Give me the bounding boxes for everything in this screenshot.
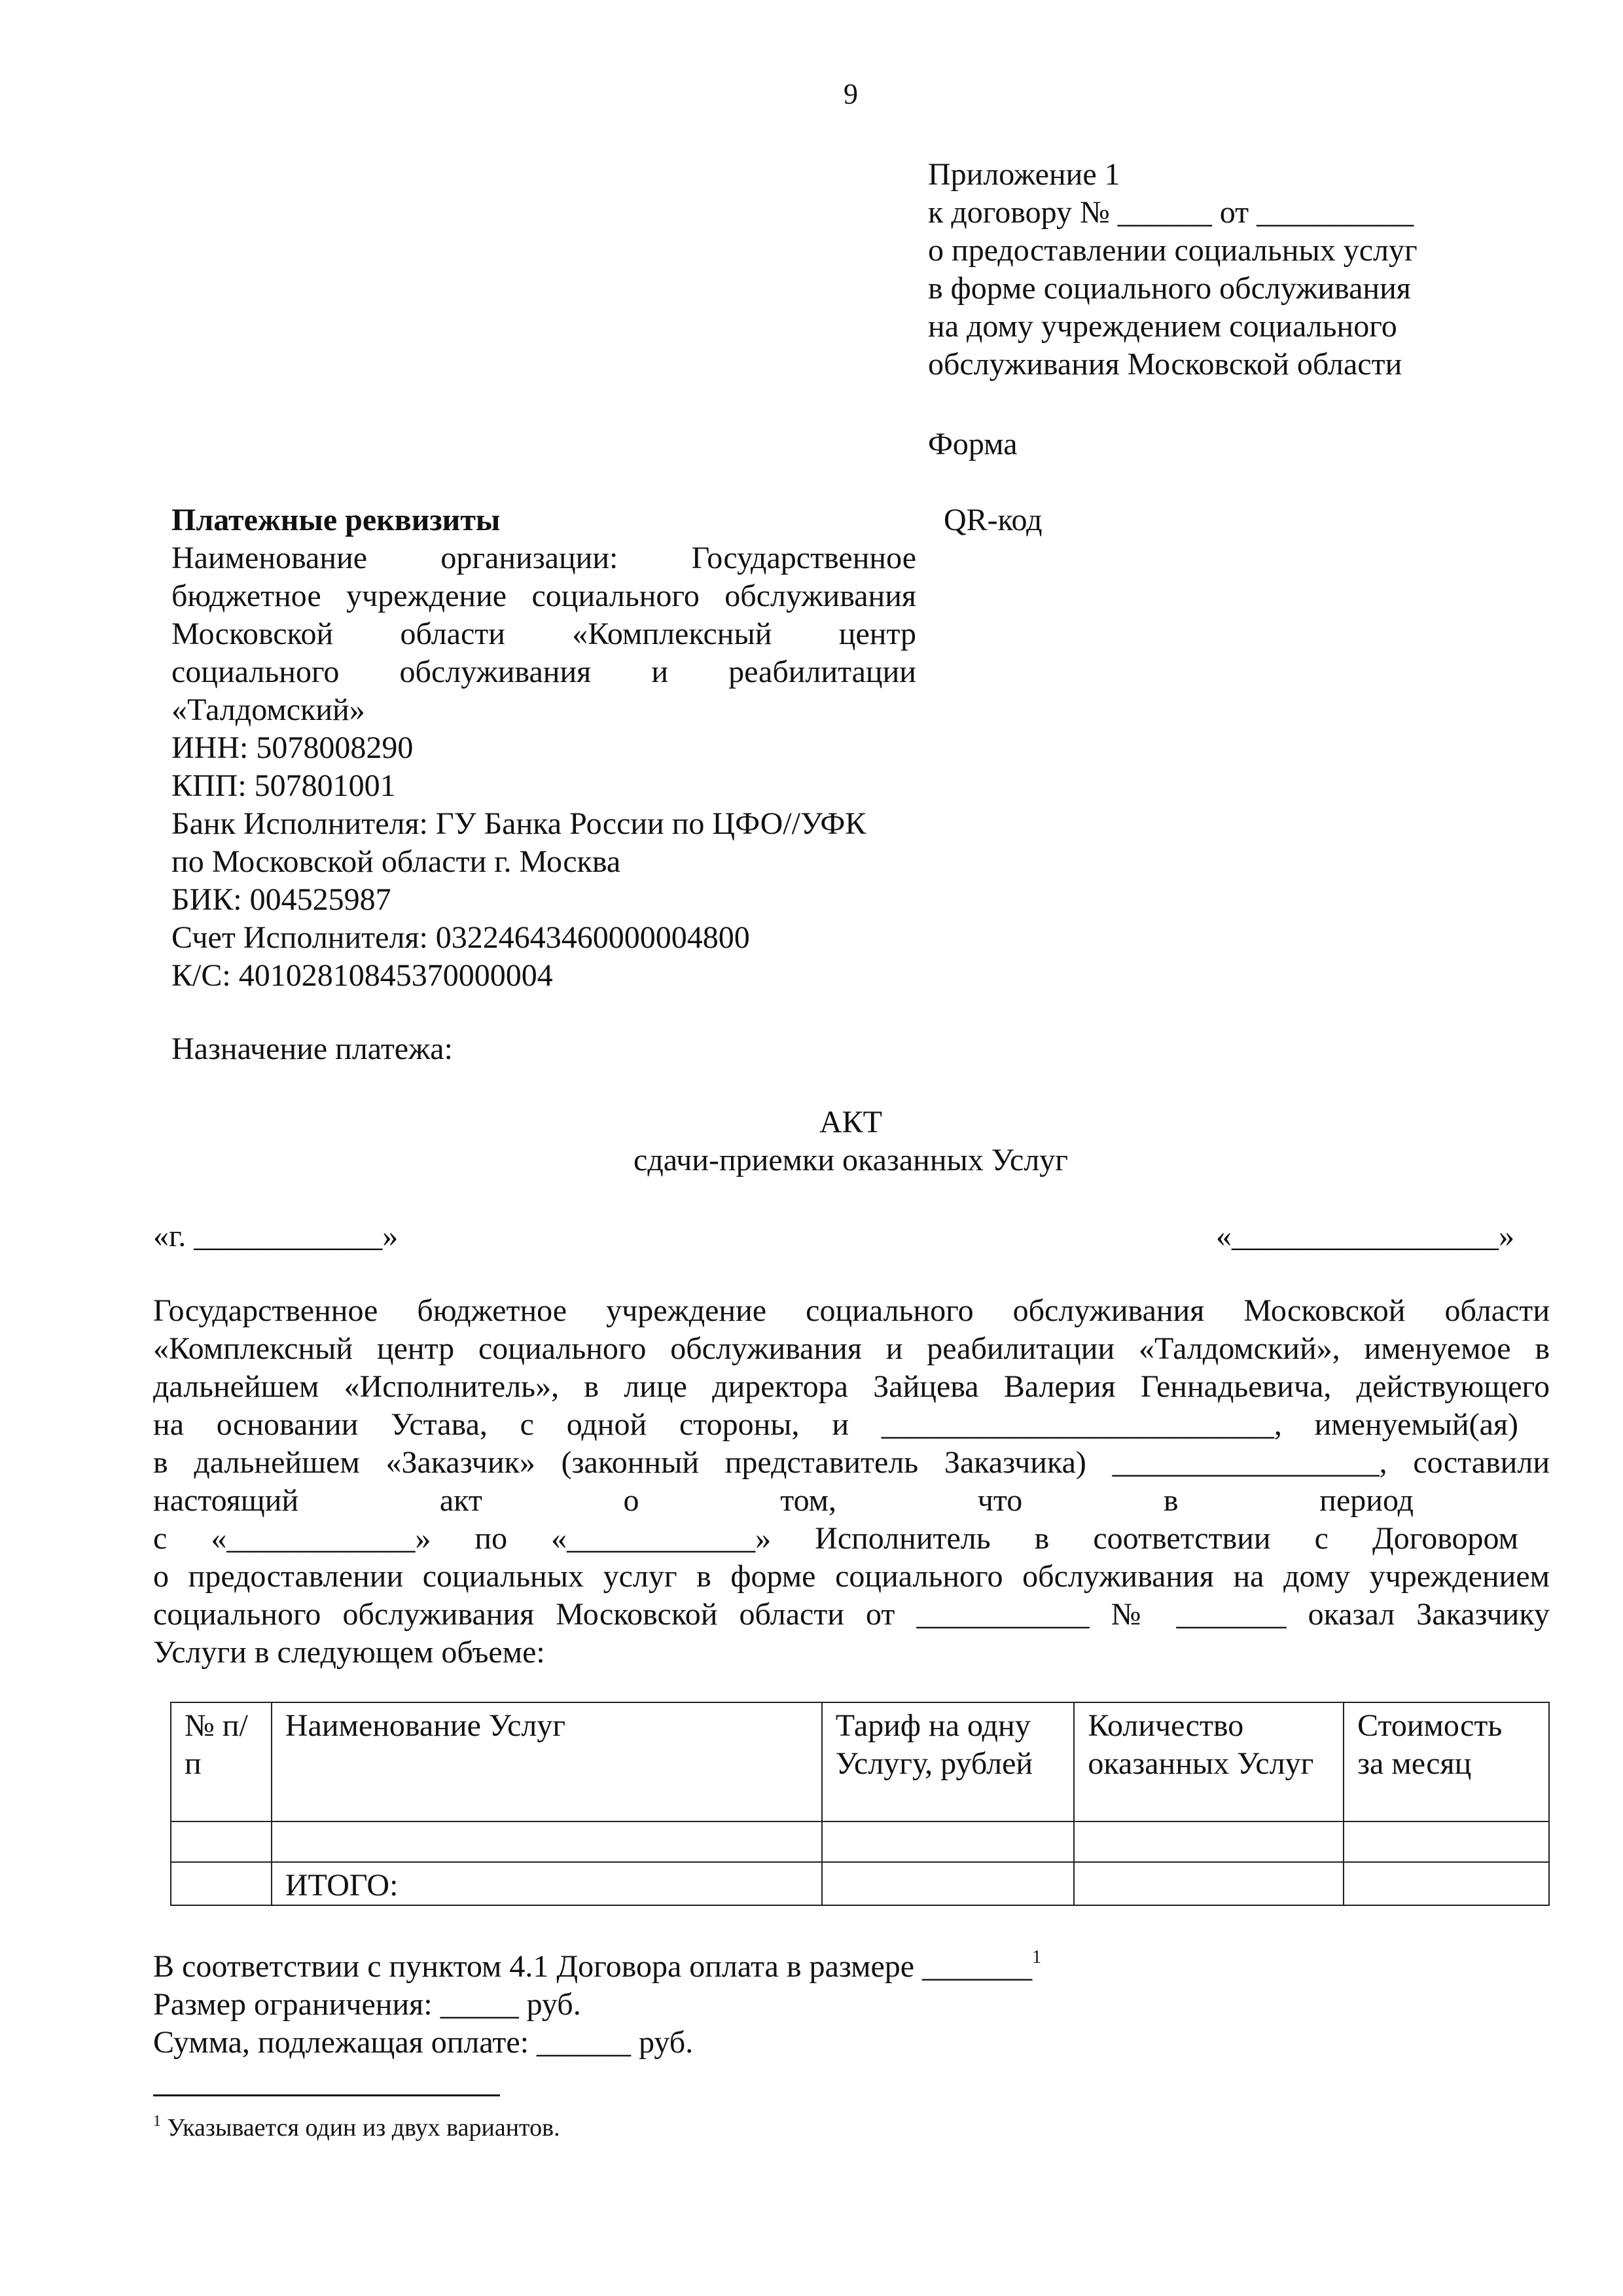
appendix-line: о предоставлении социальных услуг bbox=[928, 233, 1418, 268]
total-label: ИТОГО: bbox=[272, 1862, 822, 1905]
header-tariff: Тариф на одну Услугу, рублей bbox=[822, 1702, 1075, 1821]
body-line: о предоставлении социальных услуг в форме социального обслуживания на дому учреждением bbox=[153, 1559, 1550, 1594]
footnote bbox=[153, 2109, 560, 2147]
body-line: в дальнейшем «Заказчик» (законный представитель Заказчика) _________________, составили bbox=[153, 1445, 1550, 1480]
corr-account: К/С: 40102810845370000004 bbox=[171, 958, 553, 993]
sum-due-line: Сумма, подлежащая оплате: ______ руб. bbox=[153, 2025, 694, 2060]
table-row bbox=[171, 1821, 1549, 1862]
appendix-line: на дому учреждением социального bbox=[928, 309, 1397, 344]
appendix-line: Приложение 1 bbox=[928, 157, 1120, 192]
table-cell bbox=[1344, 1821, 1549, 1862]
body-line: дальнейшем «Исполнитель», в лице директора Зайцева Валерия Геннадьевича, действующего bbox=[153, 1369, 1550, 1404]
org-name-line: бюджетное учреждение социального обслуживания bbox=[171, 579, 916, 613]
account-number: Счет Исполнителя: 03224643460000004800 bbox=[171, 920, 750, 955]
body-line: «Комплексный центр социального обслуживания и реабилитации «Талдомский», именуемое в bbox=[153, 1331, 1550, 1366]
footnote-text: Указывается один из двух вариантов. bbox=[161, 2114, 560, 2142]
table-cell bbox=[822, 1821, 1075, 1862]
act-body bbox=[153, 1292, 1550, 1672]
city-field: «г. ____________» bbox=[153, 1219, 399, 1253]
header-service-name: Наименование Услуг bbox=[272, 1702, 822, 1821]
table-cell bbox=[272, 1821, 822, 1862]
payment-purpose: Назначение платежа: bbox=[171, 1031, 453, 1066]
kpp: КПП: 507801001 bbox=[171, 768, 396, 803]
payment-details-title: Платежные реквизиты bbox=[171, 503, 501, 537]
header-monthly-cost: Стоимость за месяц bbox=[1344, 1702, 1549, 1821]
header-quantity: Количество оказанных Услуг bbox=[1074, 1702, 1344, 1821]
table-total-row bbox=[171, 1862, 1549, 1905]
appendix-header bbox=[928, 156, 1582, 384]
bik: БИК: 004525987 bbox=[171, 882, 391, 917]
body-line: с «____________» по «____________» Исполнитель в соответствии с Договором bbox=[153, 1521, 1518, 1556]
body-line: Государственное бюджетное учреждение социального обслуживания Московской области bbox=[153, 1293, 1550, 1328]
act-subtitle: сдачи-приемки оказанных Услуг bbox=[633, 1143, 1068, 1177]
services-table bbox=[170, 1702, 1550, 1906]
table-cell bbox=[1074, 1862, 1344, 1905]
act-title: АКТ bbox=[819, 1105, 882, 1139]
limit-line: Размер ограничения: _____ руб. bbox=[153, 1987, 581, 2022]
page-number: 9 bbox=[844, 78, 858, 110]
table-cell bbox=[171, 1821, 272, 1862]
body-line: Услуги в следующем объеме: bbox=[153, 1635, 545, 1670]
table-cell bbox=[822, 1862, 1075, 1905]
inn: ИНН: 5078008290 bbox=[171, 730, 414, 765]
bank-line: по Московской области г. Москва bbox=[171, 844, 621, 879]
table-header-row bbox=[171, 1702, 1549, 1821]
payment-info bbox=[153, 1948, 1069, 2062]
footnote-divider bbox=[153, 2094, 500, 2096]
org-name-line: социального обслуживания и реабилитации bbox=[171, 655, 916, 689]
payment-amount-line bbox=[153, 1948, 1069, 1986]
form-label: Форма bbox=[928, 427, 1018, 461]
body-line: настоящий акт о том, что в период bbox=[153, 1483, 1414, 1518]
body-line: социального обслуживания Московской области от ___________ № _______ оказал Заказчику bbox=[153, 1597, 1550, 1632]
org-name-line: Наименование организации: Государственное bbox=[171, 541, 916, 575]
payment-details bbox=[171, 501, 916, 995]
footnote-reference: 1 bbox=[1032, 1947, 1042, 1967]
date-field: «_________________» bbox=[1216, 1219, 1514, 1253]
bank-line: Банк Исполнителя: ГУ Банка России по ЦФО//УФК bbox=[171, 806, 866, 841]
qr-code-label: QR-код bbox=[944, 503, 1043, 537]
body-line: на основании Устава, с одной стороны, и _________________________, именуемый(ая) bbox=[153, 1407, 1518, 1442]
org-name-line: Московской области «Комплексный центр bbox=[171, 617, 916, 651]
appendix-line: к договору № ______ от __________ bbox=[928, 195, 1414, 230]
table-cell bbox=[1074, 1821, 1344, 1862]
appendix-line: в форме социального обслуживания bbox=[928, 271, 1411, 306]
header-number: № п/ п bbox=[171, 1702, 272, 1821]
table-cell bbox=[171, 1862, 272, 1905]
payment-amount-text: В соответствии с пунктом 4.1 Договора оплата в размере _______ bbox=[153, 1949, 1033, 1984]
footnote-mark: 1 bbox=[153, 2113, 161, 2130]
appendix-line: обслуживания Московской области bbox=[928, 347, 1402, 382]
table-cell bbox=[1344, 1862, 1549, 1905]
org-name-line: «Талдомский» bbox=[171, 692, 365, 727]
